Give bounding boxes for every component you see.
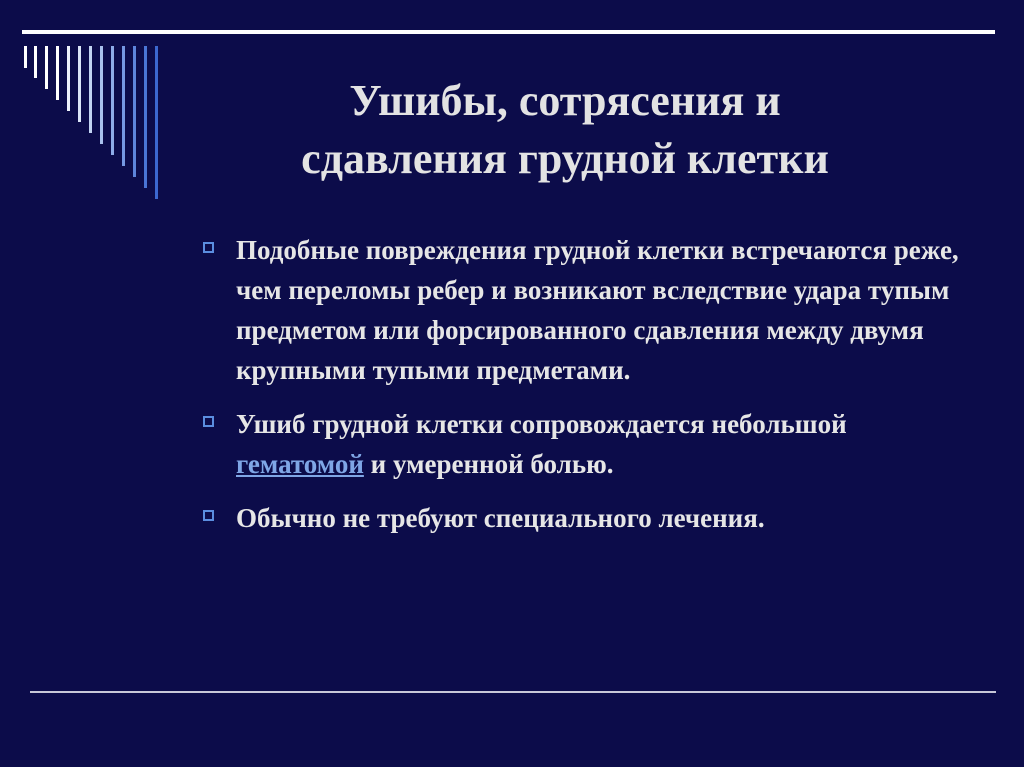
bullet-list [200,230,980,552]
bullet-text: Подобные повреждения грудной клетки встречаются реже, чем переломы ребер и возникают вследствие удара тупым предметом или форсированного сдавления между двумя крупными тупыми предметами. [236,235,959,385]
bullet-item [200,498,980,538]
title-line-1: Ушибы, сотрясения и [349,76,781,125]
hematoma-link[interactable]: гематомой [236,449,364,479]
stripe [34,46,37,78]
stripe [122,46,125,166]
stripe [78,46,81,122]
bullet-item [200,230,980,390]
slide-title [215,72,915,188]
stripe [56,46,59,100]
bullet-text-before: Ушиб грудной клетки сопровождается небольшой [236,409,847,439]
stripe [111,46,114,155]
stripe [89,46,92,133]
stripe [144,46,147,188]
stripe [100,46,103,144]
bullet-text-after: и умеренной болью. [363,449,614,479]
hollow-square-icon [203,242,214,253]
hollow-square-icon [203,510,214,521]
stripe [155,46,158,199]
title-line-2: сдавления грудной клетки [301,134,829,183]
hollow-square-icon [203,416,214,427]
stripe [24,46,27,68]
stripe [133,46,136,177]
stripe [45,46,48,89]
bullet-text: Обычно не требуют специального лечения. [236,503,765,533]
stripe [67,46,70,111]
decorative-stripes [0,0,180,210]
bullet-item [200,404,980,484]
bottom-rule [30,691,996,693]
